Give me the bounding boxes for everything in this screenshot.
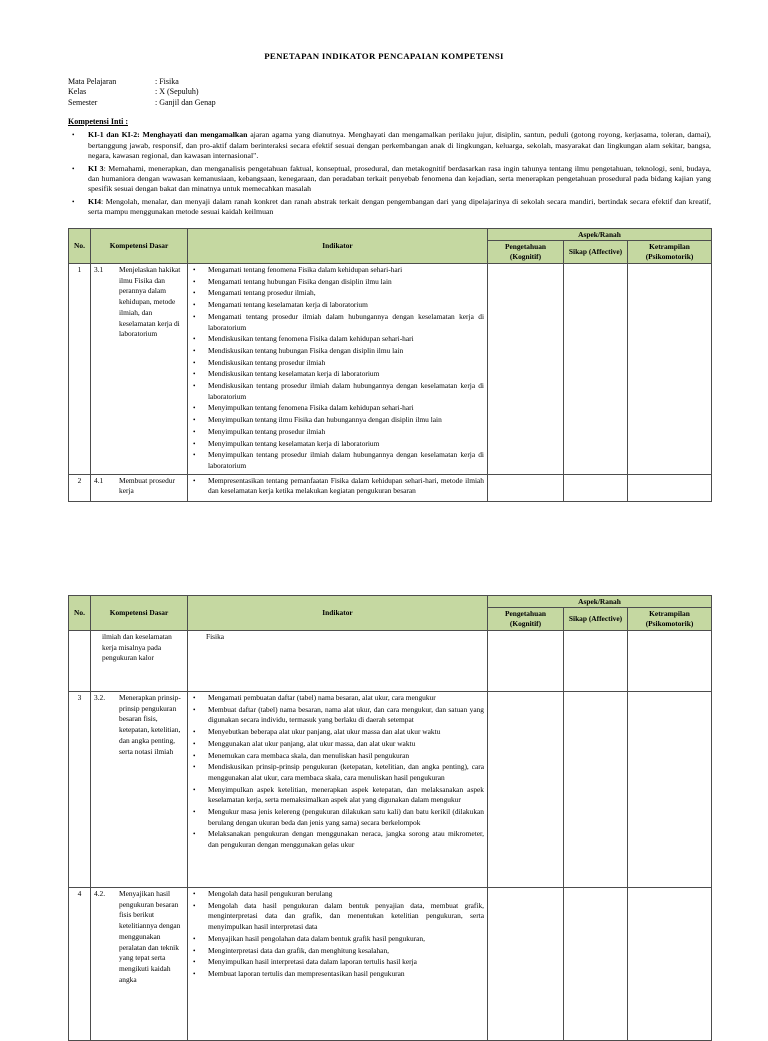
indicator-item xyxy=(191,705,484,726)
indicator-item-text: Menemukan cara membaca skala, dan menuliskan hasil pengukuran xyxy=(208,750,410,760)
indicator-item xyxy=(191,946,484,957)
col-header-aspek-ranah: Aspek/Ranah xyxy=(488,596,712,608)
indicator-list xyxy=(191,889,484,980)
indicator-item-text: Mengamati tentang prosedur ilmiah, xyxy=(208,288,316,298)
bullet-icon: • xyxy=(193,289,196,298)
indicator-item xyxy=(191,476,484,497)
col-header-kompetensi-dasar: Kompetensi Dasar xyxy=(91,229,188,264)
table-row xyxy=(69,888,712,1041)
row-number: 2 xyxy=(69,474,91,501)
indicator-item-text: Mengamati pembuatan daftar (tabel) nama besaran, alat ukur, cara mengukur xyxy=(208,693,436,702)
bullet-icon: • xyxy=(193,830,196,839)
kompetensi-dasar-cell xyxy=(91,631,188,692)
bullet-icon: • xyxy=(193,416,196,425)
meta-value: : X (Sepuluh) xyxy=(155,87,199,97)
bullet-icon: • xyxy=(193,705,196,714)
kompetensi-inti-item-text: KI4: Mengolah, menalar, dan menyaji dalam ranah konkret dan ranah abstrak terkait dengan pengembangan dari yang dipelajarinya di sekolah secara mandiri, bertindak secara efektif dan kreatif, serta mampu menggunakan metode sesuai kaidah keilmuan xyxy=(88,196,711,217)
bullet-icon: • xyxy=(193,312,196,321)
indikator-cell xyxy=(188,264,488,475)
indicator-item xyxy=(191,957,484,968)
kompetensi-inti-item-text: KI-1 dan KI-2: Menghayati dan mengamalkan ajaran agama yang dianutnya. Menghayati dan mengamalkan perilaku jujur, disiplin, santun, peduli (gotong royong, kerjasama, toleran, damai), bertanggung jawab, responsif, dan pro-aktif dalam berinteraksi secara efektif sesuai dengan perkembangan anak di lingkungan, keluarga, sekolah, masyarakat dan lingkungan alam sekitar, bangsa, negara, kawasan regional, dan kawasan internasional". xyxy=(88,130,711,161)
indicator-item xyxy=(191,346,484,357)
meta-row-kelas xyxy=(68,87,216,97)
indicator-item-text: Menyimpulkan hasil interpretasi data dalam laporan tertulis hasil kerja xyxy=(208,957,417,967)
bullet-icon: • xyxy=(193,277,196,286)
indicator-item xyxy=(191,901,484,933)
header-row-group xyxy=(69,596,712,608)
aspek-ketrampilan-cell xyxy=(628,631,712,692)
indicator-item xyxy=(191,450,484,471)
col-header-ketrampilan: Ketrampilan (Psikomotorik) xyxy=(628,608,712,631)
bullet-icon: • xyxy=(193,934,196,943)
indicator-item xyxy=(191,439,484,450)
kompetensi-dasar-cell xyxy=(91,474,188,501)
kompetensi-inti-item xyxy=(68,197,711,218)
indicator-item-text: Menggunakan alat ukur panjang, alat ukur massa, dan alat ukur waktu xyxy=(208,738,416,748)
aspek-ketrampilan-cell xyxy=(628,692,712,888)
meta-label: Mata Pelajaran xyxy=(68,77,117,86)
bullet-icon: • xyxy=(193,785,196,794)
aspek-sikap-cell xyxy=(564,474,628,501)
bullet-icon: • xyxy=(193,476,196,485)
bullet-icon: • xyxy=(193,382,196,391)
indicator-item-text: Membuat laporan tertulis dan mempresentasikan hasil pengukuran xyxy=(208,968,405,978)
indicator-item xyxy=(191,739,484,750)
col-header-pengetahuan: Pengetahuan (Kognitif) xyxy=(488,608,564,631)
kd-number: 3.2. xyxy=(94,693,106,702)
kompetensi-dasar-cell xyxy=(91,888,188,1041)
bullet-icon: • xyxy=(193,890,196,898)
bullet-icon: • xyxy=(193,901,196,910)
table-row xyxy=(69,474,712,501)
col-header-sikap: Sikap (Affective) xyxy=(564,608,628,631)
col-header-sikap: Sikap (Affective) xyxy=(564,241,628,264)
col-header-no: No. xyxy=(69,229,91,264)
aspek-pengetahuan-cell xyxy=(488,264,564,475)
col-header-indikator: Indikator xyxy=(188,596,488,631)
kompetensi-inti-item xyxy=(68,164,711,195)
row-number xyxy=(69,631,91,692)
kd-text: Menjelaskan hakikat ilmu Fisika dan perannya dalam kehidupan, metode ilmiah, dan keselamatan kerja di laboratorium xyxy=(119,265,181,339)
indicator-item xyxy=(191,381,484,402)
col-header-aspek-ranah: Aspek/Ranah xyxy=(488,229,712,241)
indicator-item xyxy=(191,415,484,426)
kd-number: 4.1 xyxy=(94,475,104,485)
bullet-icon: • xyxy=(193,358,196,367)
aspek-pengetahuan-cell xyxy=(488,474,564,501)
aspek-pengetahuan-cell xyxy=(488,888,564,1041)
indicator-item xyxy=(191,265,484,276)
aspek-sikap-cell xyxy=(564,692,628,888)
bullet-icon: • xyxy=(193,808,196,817)
indicator-list xyxy=(191,476,484,497)
indicator-item-text: Mengukur masa jenis kelereng (pengukuran dilakukan satu kali) dan batu kerikil (dilakukan berulang dengan ukuran beda dan jenis yang sama) secara berkelompok xyxy=(208,807,484,827)
indikator-cell xyxy=(188,474,488,501)
bullet-icon: • xyxy=(193,451,196,460)
bullet-icon: • xyxy=(193,266,196,274)
kd-text: ilmiah dan keselamatan kerja misalnya pada pengukuran kalor xyxy=(102,632,172,663)
indicator-item xyxy=(191,277,484,288)
indicator-item-text: Menyimpulkan tentang keselamatan kerja di laboratorium xyxy=(208,438,380,448)
indicator-item-text: Mengamati tentang prosedur ilmiah dalam hubungannya dengan keselamatan kerja di laboratorium xyxy=(208,311,484,332)
col-header-ketrampilan: Ketrampilan (Psikomotorik) xyxy=(628,241,712,264)
bullet-icon: • xyxy=(193,427,196,436)
table-1-header xyxy=(69,229,712,264)
aspek-sikap-cell xyxy=(564,264,628,475)
indikator-cell xyxy=(188,631,488,692)
kompetensi-inti-item xyxy=(68,130,711,161)
indicator-item-text: Menyimpulkan aspek ketelitian, menerapkan aspek ketepatan, dan melaksanakan aspek keselamatan kerja, serta memaksimalkan aspek alat yang digunakan dalam mengukur xyxy=(208,784,484,805)
table-row-continuation xyxy=(69,631,712,692)
table-2-header xyxy=(69,596,712,631)
indicator-item xyxy=(191,403,484,414)
bullet-icon: • xyxy=(193,969,196,978)
indicator-item-text: Mempresentasikan tentang pemanfaatan Fisika dalam kehidupan sehari-hari, metode ilmiah dan keselamatan kerja ketika melakukan kegiatan pengukuran besaran xyxy=(208,475,484,496)
kompetensi-dasar-cell xyxy=(91,264,188,475)
bullet-icon: • xyxy=(193,335,196,344)
bullet-icon: • xyxy=(193,946,196,955)
document-meta xyxy=(68,77,216,108)
indicator-item-text: Mengamati tentang keselamatan kerja di laboratorium xyxy=(208,300,368,310)
indicator-item xyxy=(191,369,484,380)
kd-number: 3.1 xyxy=(94,265,104,274)
bullet-icon: • xyxy=(193,958,196,967)
indicator-item-text: Mengolah data hasil pengukuran dalam bentuk penyajian data, membuat grafik, menginterpretasi data dan grafik, dan menentukan ketelitian pengukuran, serta menyimpulkan hasil interpretasi data xyxy=(208,900,484,932)
indicator-item xyxy=(191,334,484,345)
indicator-item-text: Mendiskusikan tentang keselamatan kerja di laboratorium xyxy=(208,369,380,379)
indicator-item-text: Melaksanakan pengukuran dengan menggunakan neraca, jangka sorong atau mikrometer, dan pengukuran dengan menggunakan gelas ukur xyxy=(208,829,484,850)
indicator-item xyxy=(191,300,484,311)
aspek-ketrampilan-cell xyxy=(628,264,712,475)
row-number: 4 xyxy=(69,888,91,1041)
indicator-item xyxy=(191,751,484,762)
indicator-item-text: Mengamati tentang hubungan Fisika dengan disiplin ilmu lain xyxy=(208,276,392,286)
table-row xyxy=(69,264,712,475)
indicator-list xyxy=(191,693,484,851)
kompetensi-inti-item-text: KI 3: Memahami, menerapkan, dan menganalisis pengetahuan faktual, konseptual, prosedural, dan metakognitif berdasarkan rasa ingin tahunya tentang ilmu pengetahuan, teknologi, seni, budaya, dan humaniora dengan wawasan kemanusiaan, kebangsaan, kenegaraan, dan peradaban terkait penyebab fenomena dan kejadian, serta menerapkan pengetahuan prosedural pada bidang kajian yang spesifik sesuai dengan bakat dan minatnya untuk memecahkan masalah xyxy=(88,163,711,194)
indicator-item-text: Menginterpretasi data dan grafik, dan menghitung kesalahan, xyxy=(208,945,390,955)
competency-table-1 xyxy=(68,228,712,502)
indicator-item xyxy=(191,288,484,299)
kd-text: Menerapkan prinsip-prinsip pengukuran besaran fisis, ketepatan, ketelitian, dan angka penting, serta notasi ilmiah xyxy=(119,693,181,756)
indicator-item xyxy=(191,727,484,738)
indicator-item xyxy=(191,785,484,806)
bullet-icon: • xyxy=(193,404,196,413)
aspek-pengetahuan-cell xyxy=(488,631,564,692)
bullet-icon: • xyxy=(193,439,196,448)
bullet-icon: • xyxy=(72,164,75,173)
meta-label: Kelas xyxy=(68,87,87,97)
kd-number: 4.2. xyxy=(94,889,106,898)
page-title: PENETAPAN INDIKATOR PENCAPAIAN KOMPETENSI xyxy=(264,51,504,61)
indicator-item-text: Membuat daftar (tabel) nama besaran, nama alat ukur, dan cara mengukur, dan satuan yang digunakan secara individu, termasuk yang berlaku di daerah setempat xyxy=(208,704,484,725)
aspek-ketrampilan-cell xyxy=(628,888,712,1041)
row-number: 3 xyxy=(69,692,91,888)
indicator-item xyxy=(191,969,484,980)
indicator-item xyxy=(191,829,484,850)
indicator-item xyxy=(191,889,484,900)
kompetensi-dasar-cell xyxy=(91,692,188,888)
kompetensi-inti-heading: Kompetensi Inti : xyxy=(68,117,128,126)
indicator-item xyxy=(191,934,484,945)
bullet-icon: • xyxy=(193,346,196,355)
aspek-pengetahuan-cell xyxy=(488,692,564,888)
indicator-item xyxy=(191,358,484,369)
indicator-item-text: Menyimpulkan tentang fenomena Fisika dalam kehidupan sehari-hari xyxy=(208,403,414,413)
table-row xyxy=(69,692,712,888)
indicator-item xyxy=(191,693,484,704)
bullet-icon: • xyxy=(193,370,196,379)
col-header-no: No. xyxy=(69,596,91,631)
indicator-item-text: Mendiskusikan tentang hubungan Fisika dengan disiplin ilmu lain xyxy=(208,345,404,355)
bullet-icon: • xyxy=(72,197,75,206)
kompetensi-inti-section xyxy=(68,117,711,220)
meta-label: Semester xyxy=(68,97,98,107)
indicator-text: Fisika xyxy=(206,632,225,641)
indicator-item xyxy=(191,427,484,438)
meta-value: : Ganjil dan Genap xyxy=(155,97,216,107)
indicator-item-text: Menyimpulkan tentang prosedur ilmiah xyxy=(208,426,326,436)
bullet-icon: • xyxy=(193,301,196,310)
indicator-item xyxy=(191,312,484,333)
col-header-indikator: Indikator xyxy=(188,229,488,264)
indicator-item-text: Menyimpulkan tentang prosedur ilmiah dalam hubungannya dengan keselamatan kerja di laboratorium xyxy=(208,450,484,470)
indicator-item-text: Mendiskusikan tentang prosedur ilmiah dalam hubungannya dengan keselamatan kerja di laboratorium xyxy=(208,381,484,401)
kompetensi-inti-list xyxy=(68,130,711,217)
indicator-item-text: Mengolah data hasil pengukuran berulang xyxy=(208,889,333,898)
indicator-list xyxy=(191,265,484,472)
indicator-item xyxy=(191,762,484,783)
bullet-icon: • xyxy=(193,694,196,702)
meta-value: : Fisika xyxy=(155,77,179,86)
indikator-cell xyxy=(188,888,488,1041)
row-number: 1 xyxy=(69,264,91,475)
kd-text: Membuat prosedur kerja xyxy=(119,475,176,496)
indicator-item-text: Menyajikan hasil pengolahan data dalam bentuk grafik hasil pengukuran, xyxy=(208,933,425,943)
header-row-group xyxy=(69,229,712,241)
bullet-icon: • xyxy=(193,739,196,748)
indicator-item-text: Menyimpulkan tentang ilmu Fisika dan hubungannya dengan disiplin ilmu lain xyxy=(208,415,442,425)
competency-table-2 xyxy=(68,595,712,1041)
bullet-icon: • xyxy=(193,751,196,760)
bullet-icon: • xyxy=(193,763,196,772)
meta-row-mata-pelajaran xyxy=(68,77,216,87)
indicator-item-text: Mendiskusikan prinsip-prinsip pengukuran (ketepatan, ketelitian, dan angka penting), cara menggunakan alat ukur, cara membaca skala, cara menuliskan hasil pengukuran xyxy=(208,762,484,782)
col-header-kompetensi-dasar: Kompetensi Dasar xyxy=(91,596,188,631)
bullet-icon: • xyxy=(72,131,75,140)
indicator-item-text: Mendiskusikan tentang fenomena Fisika dalam kehidupan sehari-hari xyxy=(208,334,414,344)
aspek-sikap-cell xyxy=(564,631,628,692)
aspek-ketrampilan-cell xyxy=(628,474,712,501)
col-header-pengetahuan: Pengetahuan (Kognitif) xyxy=(488,241,564,264)
meta-row-semester xyxy=(68,98,216,108)
kd-text: Menyajikan hasil pengukuran besaran fisis berikut ketelitiannya dengan menggunakan peralatan dan teknik yang tepat serta mengikuti kaidah angka xyxy=(119,889,181,984)
indicator-item-text: Mengamati tentang fenomena Fisika dalam kehidupan sehari-hari xyxy=(208,265,403,274)
indicator-item-text: Menyebutkan beberapa alat ukur panjang, alat ukur massa dan alat ukur waktu xyxy=(208,727,441,737)
indikator-cell xyxy=(188,692,488,888)
indicator-item xyxy=(191,807,484,828)
bullet-icon: • xyxy=(193,728,196,737)
indicator-item-text: Mendiskusikan tentang prosedur ilmiah xyxy=(208,357,326,367)
aspek-sikap-cell xyxy=(564,888,628,1041)
